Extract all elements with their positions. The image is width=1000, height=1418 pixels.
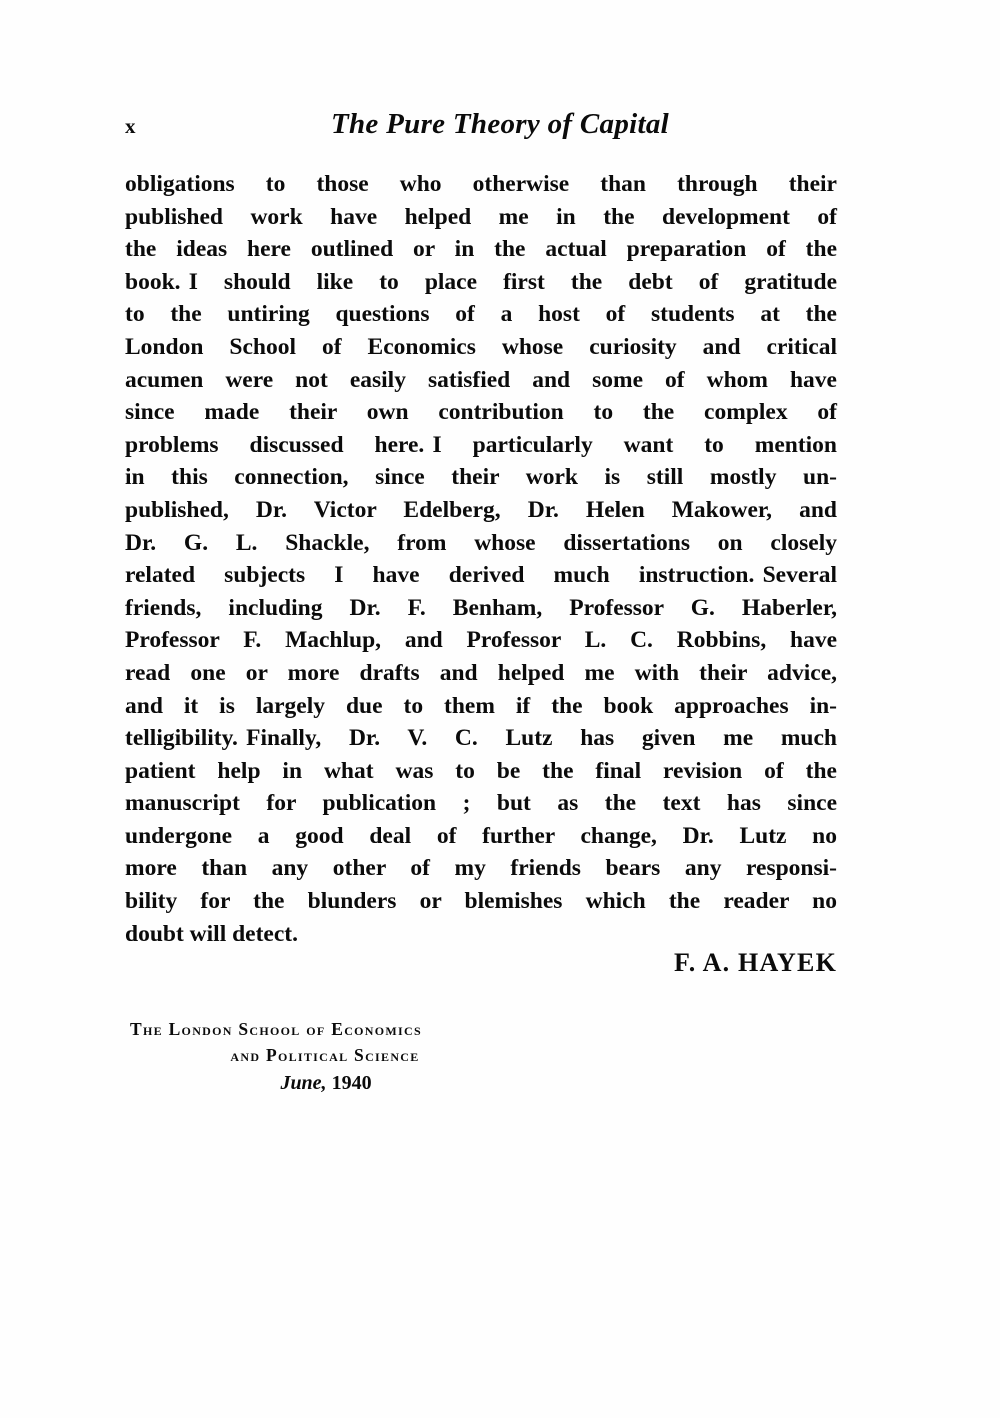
body-line: Dr. G. L. Shackle, from whose dissertations on closely [125, 529, 837, 556]
body-line: acumen were not easily satisfied and some of whom have [125, 366, 837, 393]
institution-line-2: and Political Science [230, 1045, 420, 1065]
date-year: 1940 [331, 1072, 372, 1094]
body-line: manuscript for publication ; but as the text has since [125, 790, 837, 817]
body-line: bility for the blunders or blemishes which the reader no [125, 888, 837, 915]
body-line: the ideas here outlined or in the actual preparation of the [125, 236, 837, 263]
body-line: doubt will detect. [125, 920, 298, 947]
body-line: to the untiring questions of a host of students at the [125, 301, 837, 328]
body-line: in this connection, since their work is still mostly un- [125, 464, 837, 491]
body-text [125, 168, 837, 950]
body-line: book. I should like to place first the debt of gratitude [125, 268, 837, 295]
date-line [130, 1070, 512, 1096]
body-line: Professor F. Machlup, and Professor L. C. Robbins, have [125, 627, 837, 654]
body-line: undergone a good deal of further change, Dr. Lutz no [125, 822, 837, 849]
date-month: June, [280, 1072, 327, 1094]
colophon-block [130, 1016, 512, 1096]
running-head [125, 108, 837, 148]
body-line: related subjects I have derived much instruction. Several [125, 562, 837, 589]
body-line: patient help in what was to be the final revision of the [125, 757, 837, 784]
author-signature: F. A. HAYEK [674, 948, 837, 977]
body-line: friends, including Dr. F. Benham, Professor G. Haberler, [125, 594, 837, 621]
body-line: published, Dr. Victor Edelberg, Dr. Helen Makower, and [125, 496, 837, 523]
body-line: and it is largely due to them if the book approaches in- [125, 692, 837, 719]
page-number: x [125, 114, 136, 138]
institution-line-1: The London School of Economics [130, 1019, 422, 1039]
body-line: published work have helped me in the development of [125, 203, 837, 230]
body-line: obligations to those who otherwise than through their [125, 171, 837, 197]
body-line: more than any other of my friends bears any responsi- [125, 855, 837, 882]
body-line: London School of Economics whose curiosity and critical [125, 333, 837, 360]
body-line: read one or more drafts and helped me with their advice, [125, 659, 837, 686]
running-title: The Pure Theory of Capital [330, 108, 670, 140]
body-line: problems discussed here. I particularly want to mention [125, 431, 837, 458]
body-line: telligibility. Finally, Dr. V. C. Lutz has given me much [125, 725, 837, 752]
signature-block [125, 948, 837, 978]
body-line: since made their own contribution to the complex of [125, 399, 837, 426]
